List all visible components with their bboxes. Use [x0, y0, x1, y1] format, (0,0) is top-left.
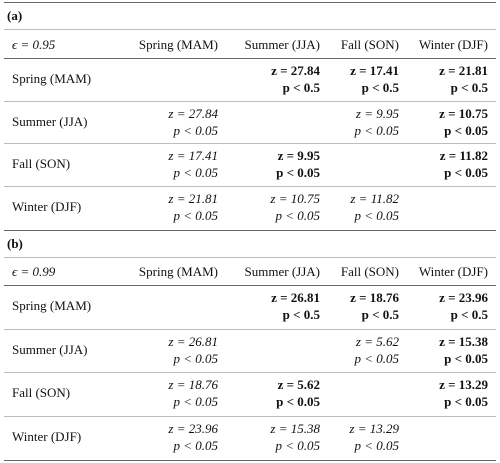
table-cell [168, 376, 218, 410]
table-cell [440, 147, 488, 181]
table-cell [276, 147, 320, 181]
column-header: Winter (DJF) [418, 264, 488, 279]
table-cell [350, 289, 399, 323]
row-rule [4, 329, 496, 330]
p-value: p < 0.5 [450, 80, 488, 95]
column-header: Spring (MAM) [138, 37, 218, 52]
row-header: Fall (SON) [12, 156, 71, 171]
table-cell [168, 333, 218, 367]
row-header: Fall (SON) [12, 385, 71, 400]
z-statistic: z = 18.76 [168, 377, 218, 392]
z-statistic: z = 5.62 [277, 377, 320, 392]
row-rule [4, 416, 496, 417]
epsilon-label: ϵ = 0.95 [12, 37, 56, 52]
z-statistic: z = 27.84 [271, 63, 320, 78]
p-value: p < 0.5 [361, 307, 399, 322]
z-statistic: z = 13.29 [349, 421, 399, 436]
row-header: Spring (MAM) [12, 71, 92, 86]
column-header: Summer (JJA) [244, 264, 320, 279]
z-statistic: z = 23.96 [439, 290, 488, 305]
table-cell [168, 190, 218, 224]
table-cell [271, 289, 320, 323]
column-header: Summer (JJA) [244, 37, 320, 52]
p-value: p < 0.05 [354, 208, 399, 223]
table-cell [271, 62, 320, 96]
table-cell [168, 147, 218, 181]
column-header: Fall (SON) [340, 264, 399, 279]
row-header: Winter (DJF) [12, 429, 82, 444]
z-statistic: z = 21.81 [439, 63, 488, 78]
p-value: p < 0.05 [275, 438, 320, 453]
epsilon-label: ϵ = 0.99 [12, 264, 56, 279]
header-rule [4, 285, 496, 286]
column-header: Spring (MAM) [138, 264, 218, 279]
row-header: Winter (DJF) [12, 199, 82, 214]
p-value: p < 0.05 [354, 351, 399, 366]
table-cell [270, 190, 320, 224]
table-cell [354, 333, 399, 367]
p-value: p < 0.05 [276, 394, 320, 409]
z-statistic: z = 23.96 [168, 421, 218, 436]
p-value: p < 0.05 [275, 208, 320, 223]
p-value: p < 0.05 [354, 123, 399, 138]
p-value: p < 0.05 [173, 208, 218, 223]
p-value: p < 0.5 [282, 80, 320, 95]
z-statistic: z = 5.62 [355, 334, 399, 349]
rule [4, 257, 496, 258]
table-cell [350, 190, 399, 224]
table-cell [349, 420, 399, 454]
z-statistic: z = 15.38 [439, 334, 488, 349]
p-value: p < 0.05 [444, 394, 488, 409]
table-cell [168, 105, 218, 139]
row-header: Summer (JJA) [12, 342, 88, 357]
table-cell [350, 62, 399, 96]
p-value: p < 0.5 [361, 80, 399, 95]
p-value: p < 0.05 [444, 351, 488, 366]
header-rule [4, 58, 496, 59]
z-statistic: z = 11.82 [350, 191, 399, 206]
z-statistic: z = 9.95 [355, 106, 399, 121]
row-header: Spring (MAM) [12, 298, 92, 313]
panel-separator-rule [4, 230, 496, 231]
z-statistic: z = 11.82 [439, 148, 488, 163]
table-cell [168, 420, 218, 454]
table-cell [439, 333, 488, 367]
row-rule [4, 143, 496, 144]
p-value: p < 0.05 [354, 438, 399, 453]
panel-label: (a) [7, 8, 23, 23]
z-statistic: z = 18.76 [350, 290, 399, 305]
p-value: p < 0.05 [276, 165, 320, 180]
table-cell [354, 105, 399, 139]
p-value: p < 0.05 [173, 165, 218, 180]
z-statistic: z = 27.84 [168, 106, 218, 121]
table-cell [439, 105, 488, 139]
row-rule [4, 372, 496, 373]
p-value: p < 0.05 [173, 351, 218, 366]
z-statistic: z = 17.41 [350, 63, 399, 78]
table-cell [439, 289, 488, 323]
z-statistic: z = 10.75 [270, 191, 320, 206]
z-statistic: z = 26.81 [271, 290, 320, 305]
z-statistic: z = 10.75 [439, 106, 488, 121]
column-header: Fall (SON) [340, 37, 399, 52]
top-rule [4, 2, 496, 3]
p-value: p < 0.05 [444, 123, 488, 138]
p-value: p < 0.05 [173, 438, 218, 453]
p-value: p < 0.05 [173, 394, 218, 409]
z-statistic: z = 9.95 [277, 148, 320, 163]
p-value: p < 0.05 [173, 123, 218, 138]
z-statistic: z = 17.41 [168, 148, 218, 163]
column-header: Winter (DJF) [418, 37, 488, 52]
row-rule [4, 101, 496, 102]
rule [4, 29, 496, 30]
row-header: Summer (JJA) [12, 114, 88, 129]
row-rule [4, 186, 496, 187]
p-value: p < 0.5 [282, 307, 320, 322]
table-cell [276, 376, 320, 410]
table-cell [270, 420, 320, 454]
bottom-rule [4, 460, 496, 461]
table-cell [439, 376, 488, 410]
z-statistic: z = 15.38 [270, 421, 320, 436]
z-statistic: z = 13.29 [439, 377, 488, 392]
p-value: p < 0.5 [450, 307, 488, 322]
table-cell [439, 62, 488, 96]
panel-label: (b) [7, 236, 23, 251]
z-statistic: z = 26.81 [168, 334, 218, 349]
p-value: p < 0.05 [444, 165, 488, 180]
z-statistic: z = 21.81 [168, 191, 218, 206]
